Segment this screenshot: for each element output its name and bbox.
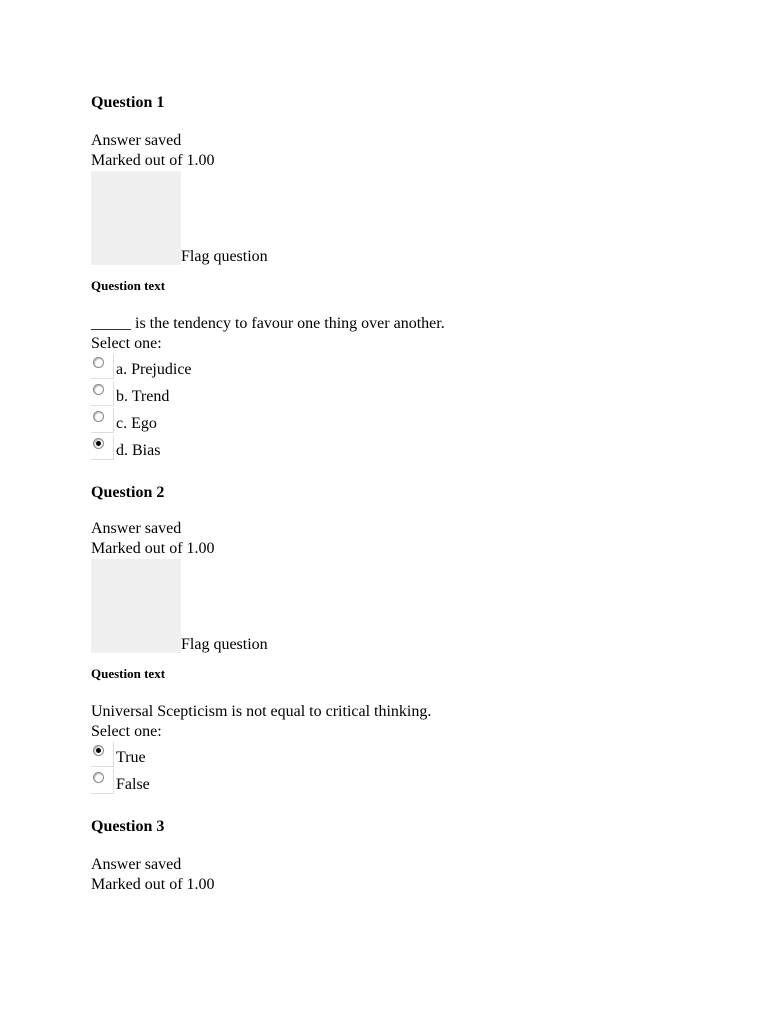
answer-option[interactable] — [91, 435, 731, 462]
question-info — [91, 855, 731, 895]
question-heading: Question 2 — [91, 484, 165, 501]
answer-option[interactable] — [91, 742, 731, 769]
question-text: Universal Scepticism is not equal to critical thinking. — [91, 703, 432, 720]
radio-button[interactable] — [93, 411, 104, 422]
question-text: _____ is the tendency to favour one thing over another. — [91, 315, 445, 332]
flag-question-label[interactable]: Flag question — [181, 248, 268, 265]
answer-options — [91, 354, 731, 462]
question-info — [91, 519, 731, 559]
radio-cell — [91, 354, 114, 379]
answer-status: Answer saved — [91, 856, 182, 873]
radio-button[interactable] — [93, 357, 104, 368]
select-one-prompt: Select one: — [91, 335, 162, 352]
marks-info: Marked out of 1.00 — [91, 540, 215, 557]
radio-button-selected[interactable] — [93, 745, 104, 756]
radio-cell — [91, 435, 114, 460]
question-text-heading: Question text — [91, 278, 166, 293]
flag-icon[interactable] — [91, 171, 181, 265]
question-heading: Question 1 — [91, 94, 165, 111]
option-label[interactable]: True — [116, 749, 146, 766]
question-2 — [91, 483, 731, 796]
question-1 — [91, 93, 731, 462]
radio-button[interactable] — [93, 772, 104, 783]
option-label[interactable]: False — [116, 776, 150, 793]
option-label[interactable]: c. Ego — [116, 415, 157, 432]
radio-cell — [91, 742, 114, 767]
option-label[interactable]: a. Prejudice — [116, 361, 192, 378]
option-label[interactable]: d. Bias — [116, 442, 161, 459]
radio-button-selected[interactable] — [93, 438, 104, 449]
radio-button[interactable] — [93, 384, 104, 395]
answer-options — [91, 742, 731, 796]
question-info — [91, 131, 731, 171]
radio-cell — [91, 381, 114, 406]
option-label[interactable]: b. Trend — [116, 388, 170, 405]
answer-option[interactable] — [91, 408, 731, 435]
marks-info: Marked out of 1.00 — [91, 876, 215, 893]
question-3 — [91, 817, 731, 895]
answer-status: Answer saved — [91, 132, 182, 149]
flag-question-control[interactable] — [91, 559, 731, 655]
answer-option[interactable] — [91, 381, 731, 408]
flag-icon[interactable] — [91, 559, 181, 653]
question-text-heading: Question text — [91, 666, 166, 681]
question-heading: Question 3 — [91, 818, 165, 835]
select-one-prompt: Select one: — [91, 723, 162, 740]
quiz-page — [91, 93, 731, 895]
flag-question-control[interactable] — [91, 171, 731, 267]
answer-option[interactable] — [91, 354, 731, 381]
flag-question-label[interactable]: Flag question — [181, 636, 268, 653]
marks-info: Marked out of 1.00 — [91, 152, 215, 169]
radio-cell — [91, 769, 114, 794]
answer-option[interactable] — [91, 769, 731, 796]
answer-status: Answer saved — [91, 520, 182, 537]
radio-cell — [91, 408, 114, 433]
